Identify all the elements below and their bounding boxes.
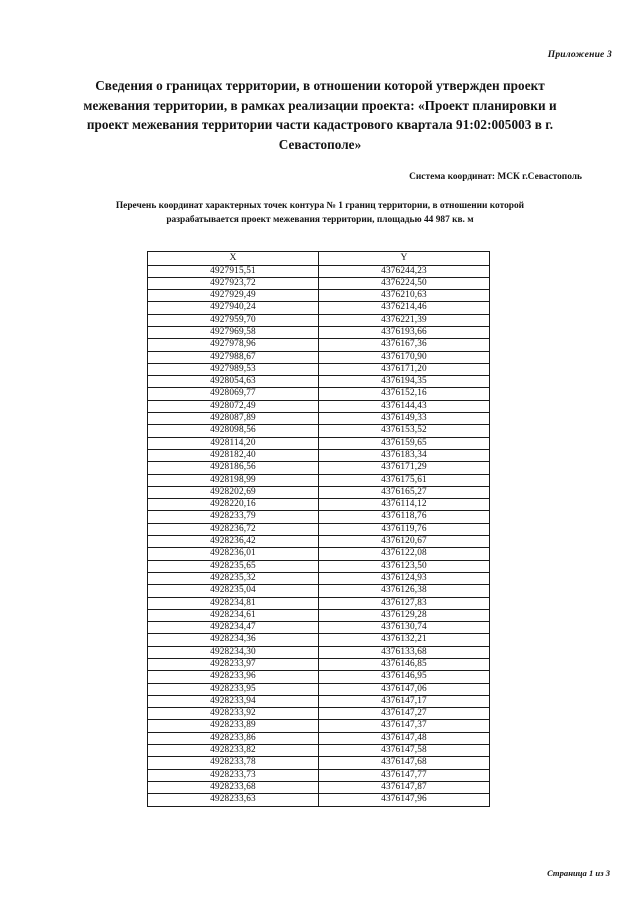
cell-y: 4376193,66 xyxy=(319,326,490,338)
cell-x: 4927915,51 xyxy=(148,265,319,277)
cell-x: 4928235,32 xyxy=(148,572,319,584)
table-row xyxy=(148,388,490,400)
table-row xyxy=(148,794,490,806)
cell-x: 4927940,24 xyxy=(148,302,319,314)
cell-x: 4927959,70 xyxy=(148,314,319,326)
cell-x: 4927989,53 xyxy=(148,363,319,375)
cell-y: 4376210,63 xyxy=(319,290,490,302)
cell-x: 4927923,72 xyxy=(148,277,319,289)
cell-y: 4376221,39 xyxy=(319,314,490,326)
cell-y: 4376123,50 xyxy=(319,560,490,572)
cell-x: 4928233,95 xyxy=(148,683,319,695)
table-row xyxy=(148,572,490,584)
table-row xyxy=(148,659,490,671)
cell-y: 4376124,93 xyxy=(319,572,490,584)
table-row xyxy=(148,585,490,597)
cell-x: 4928233,92 xyxy=(148,708,319,720)
table-row xyxy=(148,695,490,707)
cell-y: 4376132,21 xyxy=(319,634,490,646)
cell-y: 4376149,33 xyxy=(319,413,490,425)
cell-x: 4928182,40 xyxy=(148,449,319,461)
table-head xyxy=(148,252,490,266)
cell-y: 4376147,87 xyxy=(319,781,490,793)
appendix-label: Приложение 3 xyxy=(547,50,612,60)
cell-y: 4376147,77 xyxy=(319,769,490,781)
cell-x: 4928233,63 xyxy=(148,794,319,806)
page-footer: Страница 1 из 3 xyxy=(547,868,610,878)
cell-y: 4376147,58 xyxy=(319,745,490,757)
table-row xyxy=(148,351,490,363)
cell-y: 4376214,46 xyxy=(319,302,490,314)
cell-x: 4928233,73 xyxy=(148,769,319,781)
cell-x: 4928235,65 xyxy=(148,560,319,572)
table-row xyxy=(148,511,490,523)
cell-y: 4376133,68 xyxy=(319,646,490,658)
cell-y: 4376175,61 xyxy=(319,474,490,486)
table-row xyxy=(148,646,490,658)
cell-y: 4376183,34 xyxy=(319,449,490,461)
table-row xyxy=(148,302,490,314)
cell-y: 4376244,23 xyxy=(319,265,490,277)
cell-y: 4376130,74 xyxy=(319,622,490,634)
cell-y: 4376119,76 xyxy=(319,523,490,535)
cell-y: 4376171,29 xyxy=(319,462,490,474)
cell-y: 4376122,08 xyxy=(319,548,490,560)
cell-y: 4376194,35 xyxy=(319,376,490,388)
table-row xyxy=(148,314,490,326)
cell-x: 4928098,56 xyxy=(148,425,319,437)
table-row xyxy=(148,708,490,720)
table-row xyxy=(148,425,490,437)
table-row xyxy=(148,474,490,486)
table-caption: Перечень координат характерных точек контура № 1 границ территории, в отношении которой разрабатывается проект межевания территории, площадью 44 987 кв. м xyxy=(115,201,525,226)
cell-y: 4376147,96 xyxy=(319,794,490,806)
cell-x: 4928236,01 xyxy=(148,548,319,560)
cell-y: 4376171,20 xyxy=(319,363,490,375)
cell-x: 4928234,81 xyxy=(148,597,319,609)
cell-x: 4928234,47 xyxy=(148,622,319,634)
table-row xyxy=(148,376,490,388)
table-row xyxy=(148,449,490,461)
cell-x: 4928233,78 xyxy=(148,757,319,769)
cell-y: 4376147,27 xyxy=(319,708,490,720)
coordinate-system-note: Система координат: МСК г.Севастополь xyxy=(409,172,582,182)
table-row xyxy=(148,732,490,744)
cell-y: 4376147,68 xyxy=(319,757,490,769)
table-row xyxy=(148,745,490,757)
cell-x: 4928186,56 xyxy=(148,462,319,474)
table-row xyxy=(148,622,490,634)
table-body xyxy=(148,265,490,806)
cell-x: 4928233,94 xyxy=(148,695,319,707)
coordinates-table-container xyxy=(147,251,489,807)
cell-y: 4376147,17 xyxy=(319,695,490,707)
cell-y: 4376146,85 xyxy=(319,659,490,671)
cell-y: 4376114,12 xyxy=(319,499,490,511)
cell-x: 4928069,77 xyxy=(148,388,319,400)
cell-y: 4376129,28 xyxy=(319,609,490,621)
table-row xyxy=(148,400,490,412)
cell-x: 4928233,82 xyxy=(148,745,319,757)
table-row xyxy=(148,683,490,695)
cell-x: 4928233,89 xyxy=(148,720,319,732)
cell-x: 4927978,96 xyxy=(148,339,319,351)
table-row xyxy=(148,720,490,732)
table-row xyxy=(148,486,490,498)
cell-x: 4928234,30 xyxy=(148,646,319,658)
cell-x: 4928233,97 xyxy=(148,659,319,671)
cell-y: 4376147,06 xyxy=(319,683,490,695)
page-title: Сведения о границах территории, в отношении которой утвержден проект межевания территории, в рамках реализации проекта: «Проект планировки и проект межевания территории части кадастрового квартала 91:02:005003 в г. Севастополе» xyxy=(83,78,557,152)
cell-x: 4927929,49 xyxy=(148,290,319,302)
cell-x: 4927969,58 xyxy=(148,326,319,338)
table-row xyxy=(148,290,490,302)
table-row xyxy=(148,634,490,646)
cell-x: 4928072,49 xyxy=(148,400,319,412)
cell-x: 4927988,67 xyxy=(148,351,319,363)
cell-x: 4928220,16 xyxy=(148,499,319,511)
table-row xyxy=(148,609,490,621)
table-row xyxy=(148,326,490,338)
table-row xyxy=(148,277,490,289)
cell-x: 4928234,36 xyxy=(148,634,319,646)
table-row xyxy=(148,781,490,793)
table-row xyxy=(148,523,490,535)
table-row xyxy=(148,560,490,572)
cell-x: 4928114,20 xyxy=(148,437,319,449)
cell-x: 4928234,61 xyxy=(148,609,319,621)
table-header-row xyxy=(148,252,490,266)
table-row xyxy=(148,769,490,781)
table-row xyxy=(148,548,490,560)
cell-y: 4376147,37 xyxy=(319,720,490,732)
cell-x: 4928236,72 xyxy=(148,523,319,535)
table-row xyxy=(148,363,490,375)
table-row xyxy=(148,413,490,425)
cell-x: 4928233,86 xyxy=(148,732,319,744)
cell-y: 4376159,65 xyxy=(319,437,490,449)
cell-x: 4928233,96 xyxy=(148,671,319,683)
table-row xyxy=(148,536,490,548)
cell-x: 4928087,89 xyxy=(148,413,319,425)
table-row xyxy=(148,437,490,449)
cell-x: 4928235,04 xyxy=(148,585,319,597)
cell-x: 4928198,99 xyxy=(148,474,319,486)
cell-y: 4376127,83 xyxy=(319,597,490,609)
cell-y: 4376144,43 xyxy=(319,400,490,412)
table-row xyxy=(148,671,490,683)
cell-y: 4376153,52 xyxy=(319,425,490,437)
table-row xyxy=(148,757,490,769)
cell-y: 4376165,27 xyxy=(319,486,490,498)
cell-y: 4376126,38 xyxy=(319,585,490,597)
cell-y: 4376118,76 xyxy=(319,511,490,523)
table-row xyxy=(148,597,490,609)
cell-x: 4928233,68 xyxy=(148,781,319,793)
cell-x: 4928233,79 xyxy=(148,511,319,523)
cell-y: 4376120,67 xyxy=(319,536,490,548)
cell-y: 4376167,36 xyxy=(319,339,490,351)
table-row xyxy=(148,499,490,511)
cell-y: 4376170,90 xyxy=(319,351,490,363)
column-header-x: X xyxy=(148,252,319,266)
cell-y: 4376152,16 xyxy=(319,388,490,400)
table-row xyxy=(148,339,490,351)
coordinates-table xyxy=(147,251,490,807)
table-row xyxy=(148,265,490,277)
table-row xyxy=(148,462,490,474)
column-header-y: Y xyxy=(319,252,490,266)
cell-y: 4376224,50 xyxy=(319,277,490,289)
cell-y: 4376147,48 xyxy=(319,732,490,744)
cell-x: 4928236,42 xyxy=(148,536,319,548)
cell-x: 4928054,63 xyxy=(148,376,319,388)
cell-x: 4928202,69 xyxy=(148,486,319,498)
cell-y: 4376146,95 xyxy=(319,671,490,683)
